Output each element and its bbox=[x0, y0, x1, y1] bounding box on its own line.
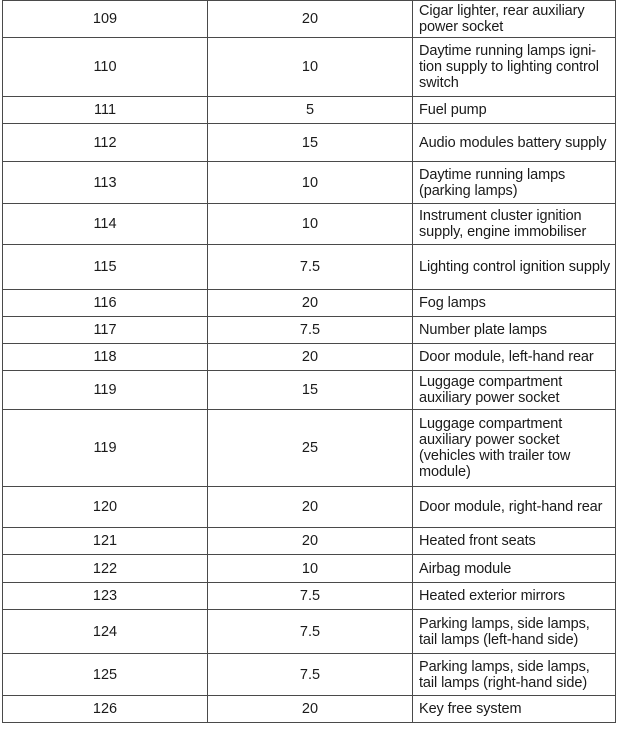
fuse-rating-cell: 7.5 bbox=[208, 610, 413, 654]
fuse-number-cell: 124 bbox=[3, 610, 208, 654]
protected-circuit-cell: Airbag module bbox=[413, 555, 616, 583]
fuse-number-cell: 116 bbox=[3, 290, 208, 317]
table-row bbox=[3, 204, 616, 245]
fuse-rating-cell: 10 bbox=[208, 204, 413, 245]
fuse-number-cell: 120 bbox=[3, 487, 208, 528]
table-row bbox=[3, 528, 616, 555]
protected-circuit-cell: Luggage compartment auxiliary power socket bbox=[413, 371, 616, 410]
table-row bbox=[3, 162, 616, 204]
fuse-rating-cell: 15 bbox=[208, 371, 413, 410]
table-row bbox=[3, 410, 616, 487]
fuse-number-cell: 126 bbox=[3, 696, 208, 723]
protected-circuit-cell: Parking lamps, side lamps, tail lamps (left-hand side) bbox=[413, 610, 616, 654]
table-row bbox=[3, 696, 616, 723]
fuse-number-cell: 117 bbox=[3, 317, 208, 344]
table-row bbox=[3, 290, 616, 317]
protected-circuit-cell: Key free system bbox=[413, 696, 616, 723]
protected-circuit-cell: Number plate lamps bbox=[413, 317, 616, 344]
fuse-rating-cell: 15 bbox=[208, 124, 413, 162]
fuse-table bbox=[2, 0, 616, 723]
fuse-number-cell: 111 bbox=[3, 97, 208, 124]
protected-circuit-cell: Heated front seats bbox=[413, 528, 616, 555]
fuse-rating-cell: 20 bbox=[208, 696, 413, 723]
protected-circuit-cell: Heated exterior mirrors bbox=[413, 583, 616, 610]
fuse-number-cell: 122 bbox=[3, 555, 208, 583]
protected-circuit-cell: Fog lamps bbox=[413, 290, 616, 317]
protected-circuit-cell: Door module, right-hand rear bbox=[413, 487, 616, 528]
fuse-rating-cell: 7.5 bbox=[208, 317, 413, 344]
fuse-number-cell: 113 bbox=[3, 162, 208, 204]
fuse-rating-cell: 5 bbox=[208, 97, 413, 124]
fuse-number-cell: 114 bbox=[3, 204, 208, 245]
fuse-number-cell: 121 bbox=[3, 528, 208, 555]
protected-circuit-cell: Audio modules battery supply bbox=[413, 124, 616, 162]
table-row bbox=[3, 610, 616, 654]
protected-circuit-cell: Instrument cluster ignition supply, engine immobiliser bbox=[413, 204, 616, 245]
fuse-rating-cell: 7.5 bbox=[208, 654, 413, 696]
fuse-number-cell: 123 bbox=[3, 583, 208, 610]
fuse-rating-cell: 20 bbox=[208, 487, 413, 528]
fuse-number-cell: 118 bbox=[3, 344, 208, 371]
fuse-rating-cell: 20 bbox=[208, 528, 413, 555]
fuse-rating-cell: 20 bbox=[208, 290, 413, 317]
fuse-rating-cell: 25 bbox=[208, 410, 413, 487]
protected-circuit-cell: Daytime running lamps igni-tion supply to lighting control switch bbox=[413, 38, 616, 97]
table-row bbox=[3, 487, 616, 528]
protected-circuit-cell: Daytime running lamps (parking lamps) bbox=[413, 162, 616, 204]
fuse-number-cell: 112 bbox=[3, 124, 208, 162]
fuse-number-cell: 110 bbox=[3, 38, 208, 97]
fuse-rating-cell: 10 bbox=[208, 38, 413, 97]
fuse-rating-cell: 20 bbox=[208, 1, 413, 38]
table-row bbox=[3, 245, 616, 290]
fuse-number-cell: 119 bbox=[3, 371, 208, 410]
table-row bbox=[3, 583, 616, 610]
table-row bbox=[3, 555, 616, 583]
protected-circuit-cell: Lighting control ignition supply bbox=[413, 245, 616, 290]
fuse-rating-cell: 10 bbox=[208, 162, 413, 204]
protected-circuit-cell: Cigar lighter, rear auxiliary power socket bbox=[413, 1, 616, 38]
fuse-rating-cell: 10 bbox=[208, 555, 413, 583]
table-row bbox=[3, 97, 616, 124]
table-row bbox=[3, 124, 616, 162]
fuse-rating-cell: 20 bbox=[208, 344, 413, 371]
protected-circuit-cell: Luggage compartment auxiliary power socket (vehicles with trailer tow module) bbox=[413, 410, 616, 487]
table-row bbox=[3, 1, 616, 38]
fuse-number-cell: 109 bbox=[3, 1, 208, 38]
fuse-rating-cell: 7.5 bbox=[208, 583, 413, 610]
fuse-table-body bbox=[3, 0, 616, 723]
table-row bbox=[3, 344, 616, 371]
table-row bbox=[3, 371, 616, 410]
table-row bbox=[3, 654, 616, 696]
protected-circuit-cell: Parking lamps, side lamps, tail lamps (right-hand side) bbox=[413, 654, 616, 696]
table-row bbox=[3, 317, 616, 344]
table-row bbox=[3, 38, 616, 97]
fuse-number-cell: 119 bbox=[3, 410, 208, 487]
fuse-number-cell: 115 bbox=[3, 245, 208, 290]
protected-circuit-cell: Door module, left-hand rear bbox=[413, 344, 616, 371]
fuse-rating-cell: 7.5 bbox=[208, 245, 413, 290]
fuse-number-cell: 125 bbox=[3, 654, 208, 696]
protected-circuit-cell: Fuel pump bbox=[413, 97, 616, 124]
